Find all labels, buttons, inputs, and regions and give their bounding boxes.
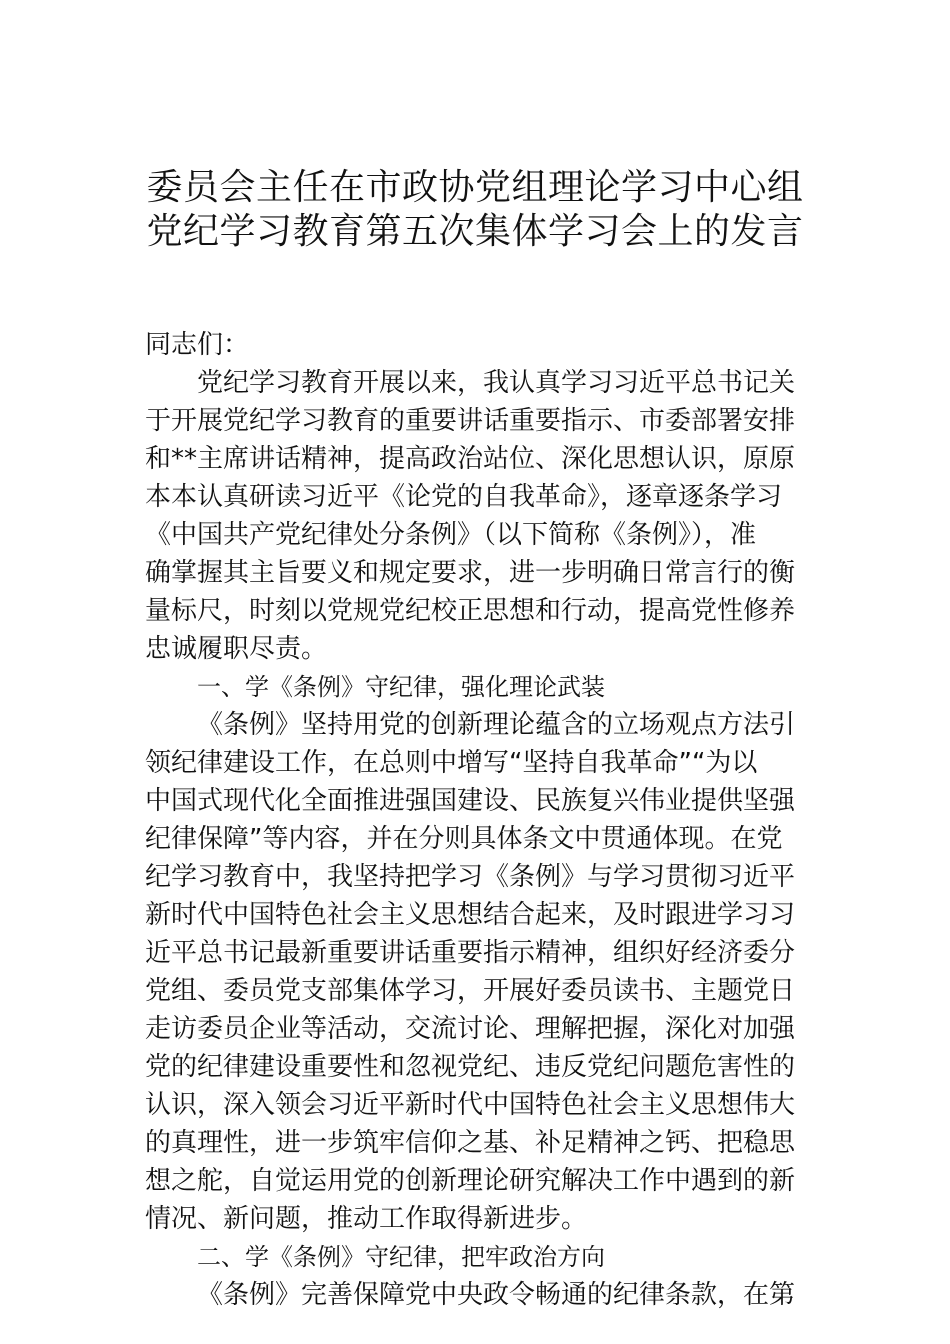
paragraph-line: 党组、委员党支部集体学习，开展好委员读书、主题党日	[145, 976, 796, 1006]
document-title-line-2: 党纪学习教育第五次集体学习会上的发言	[146, 211, 804, 252]
paragraph-line: 忠诚履职尽责。	[145, 634, 328, 664]
paragraph-line: 情况、新问题，推动工作取得新进步。	[145, 1204, 588, 1234]
salutation: 同志们：	[145, 330, 250, 360]
document-body	[145, 326, 809, 1314]
paragraph-line: 《条例》完善保障党中央政令畅通的纪律条款，在第	[197, 1280, 796, 1310]
section-heading-2: 二、学《条例》守纪律，把牢政治方向	[197, 1243, 605, 1271]
paragraph-line: 走访委员企业等活动，交流讨论、理解把握，深化对加强	[145, 1014, 796, 1044]
paragraph-line: 中国式现代化全面推进强国建设、民族复兴伟业提供坚强	[145, 786, 796, 816]
paragraph-line: 本本认真研读习近平《论党的自我革命》，逐章逐条学习	[145, 482, 783, 512]
paragraph-line: 纪律保障”等内容，并在分则具体条文中贯通体现。在党	[145, 824, 783, 854]
paragraph-line: 和**主席讲话精神，提高政治站位、深化思想认识，原原	[145, 444, 796, 474]
paragraph-line: 《条例》坚持用党的创新理论蕴含的立场观点方法引	[197, 710, 796, 740]
section-heading-1: 一、学《条例》守纪律，强化理论武装	[197, 673, 605, 701]
paragraph-line: 党的纪律建设重要性和忽视党纪、违反党纪问题危害性的	[145, 1052, 796, 1082]
paragraph-line: 量标尺，时刻以党规党纪校正思想和行动，提高党性修养	[145, 596, 796, 626]
paragraph-line: 纪学习教育中，我坚持把学习《条例》与学习贯彻习近平	[145, 862, 796, 892]
paragraph-line: 新时代中国特色社会主义思想结合起来，及时跟进学习习	[145, 900, 796, 930]
paragraph-line: 《中国共产党纪律处分条例》（以下简称《条例》），准	[145, 520, 757, 550]
paragraph-line: 党纪学习教育开展以来，我认真学习习近平总书记关	[197, 368, 796, 398]
paragraph-line: 近平总书记最新重要讲话重要指示精神，组织好经济委分	[145, 938, 796, 968]
paragraph-line: 认识，深入领会习近平新时代中国特色社会主义思想伟大	[145, 1090, 796, 1120]
paragraph-line: 领纪律建设工作，在总则中增写“坚持自我革命”“为以	[145, 748, 758, 778]
document-title-line-1: 委员会主任在市政协党组理论学习中心组	[146, 167, 804, 208]
paragraph-line: 于开展党纪学习教育的重要讲话重要指示、市委部署安排	[145, 406, 796, 436]
paragraph-line: 确掌握其主旨要义和规定要求，进一步明确日常言行的衡	[145, 558, 796, 588]
paragraph-line: 的真理性，进一步筑牢信仰之基、补足精神之钙、把稳思	[145, 1128, 796, 1158]
paragraph-line: 想之舵，自觉运用党的创新理论研究解决工作中遇到的新	[145, 1166, 796, 1196]
